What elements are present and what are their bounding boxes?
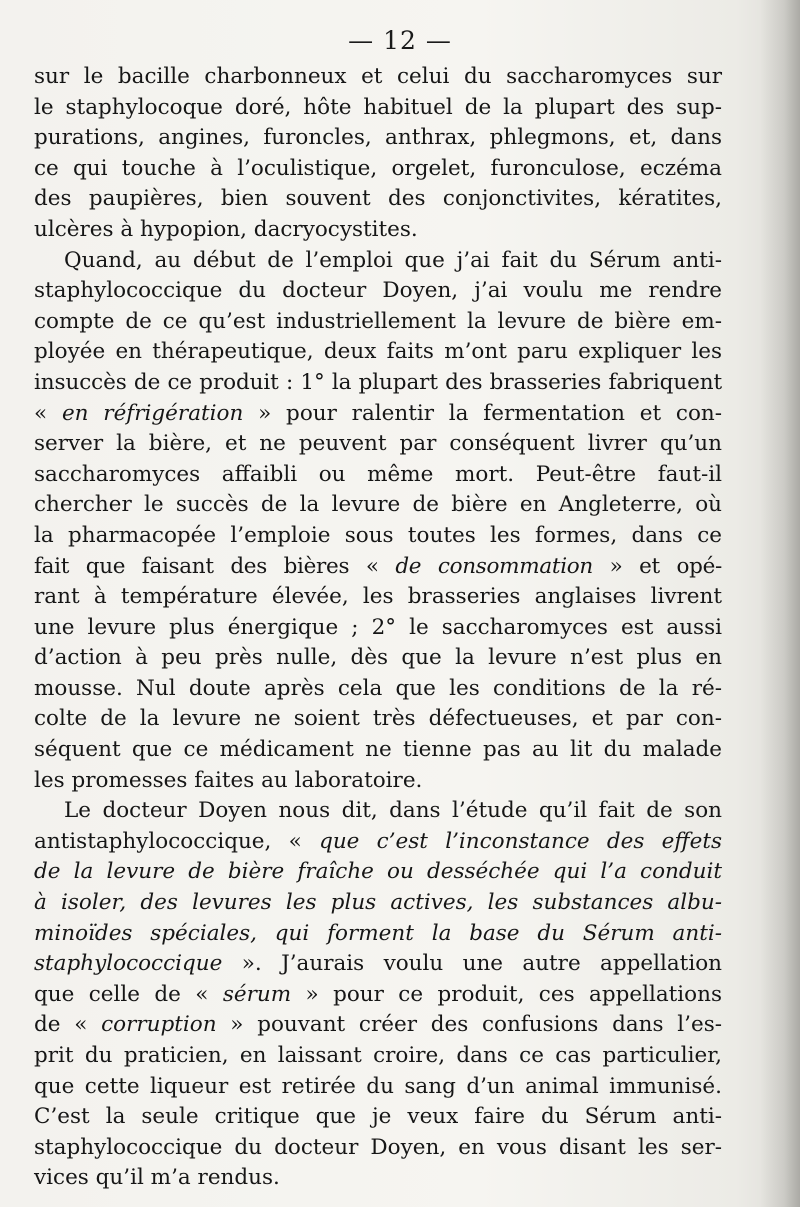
text-run: rant à température élevée, les brasseries anglaises livrent <box>34 584 722 610</box>
italic-text: de consommation <box>395 553 593 579</box>
text-line <box>34 796 722 827</box>
text-run: que cette liqueur est retirée du sang d’un animal immunisé. <box>34 1073 722 1099</box>
text-line <box>34 307 722 338</box>
text-line <box>34 62 722 93</box>
text-run: vices qu’il m’a rendus. <box>34 1165 280 1191</box>
text-line <box>34 582 722 613</box>
text-run: server la bière, et ne peuvent par conséquent livrer qu’un <box>34 431 722 457</box>
text-run: chercher le succès de la levure de bière en Angleterre, où <box>34 492 722 518</box>
text-line <box>34 674 722 705</box>
text-run: insuccès de ce produit : 1° la plupart des brasseries fabriquent <box>34 369 722 395</box>
text-line <box>34 93 722 124</box>
text-line <box>34 949 722 980</box>
text-line <box>34 1072 722 1103</box>
text-line <box>34 857 722 888</box>
text-line <box>34 613 722 644</box>
text-run: fait que faisant des bières « <box>34 553 396 579</box>
italic-text: en réfrigération <box>61 400 244 426</box>
text-line <box>34 552 722 583</box>
text-run: » et opé- <box>592 553 722 579</box>
text-line <box>34 1041 722 1072</box>
text-run: une levure plus énergique ; 2° le saccharomyces est aussi <box>34 614 722 640</box>
text-run: mousse. Nul doute après cela que les conditions de la ré- <box>34 675 722 701</box>
text-line <box>34 919 722 950</box>
body-text <box>34 62 722 1194</box>
text-line <box>34 154 722 185</box>
text-line <box>34 123 722 154</box>
text-run: prit du praticien, en laissant croire, dans ce cas particulier, <box>34 1043 722 1068</box>
text-line <box>34 643 722 674</box>
text-run: séquent que ce médicament ne tienne pas au lit du malade <box>34 737 722 763</box>
text-run: colte de la levure ne soient très défectueuses, et par con- <box>34 706 722 732</box>
italic-text: staphylococcique <box>34 951 223 977</box>
italic-text: sérum <box>222 981 292 1007</box>
text-run: antistaphylococcique, « <box>34 828 320 854</box>
text-run: des paupières, bien souvent des conjonctivites, kératites, <box>34 186 722 212</box>
text-line <box>34 1102 722 1133</box>
text-run: ». J’aurais voulu une autre appellation <box>222 951 722 977</box>
text-line <box>34 215 722 246</box>
text-line <box>34 399 722 430</box>
page-spine-shadow <box>760 0 800 1207</box>
text-line <box>34 888 722 919</box>
text-run: staphylococcique du docteur Doyen, j’ai voulu me rendre <box>34 278 722 304</box>
text-run: » pour ce produit, ces appellations <box>291 981 722 1007</box>
text-line <box>34 704 722 735</box>
text-run: C’est la seule critique que je veux faire du Sérum anti- <box>34 1104 722 1130</box>
text-run: le staphylocoque doré, hôte habituel de la plupart des sup- <box>34 94 722 120</box>
text-line <box>34 276 722 307</box>
text-line <box>34 521 722 552</box>
text-run: de « <box>34 1012 102 1038</box>
text-line <box>34 827 722 858</box>
italic-text: à isoler, des levures les plus actives, les substances albu- <box>34 890 722 916</box>
text-run: les promesses faites au laboratoire. <box>34 767 423 793</box>
italic-text: de la levure de bière fraîche ou desséchée qui l’a conduit <box>34 859 722 885</box>
italic-text: corruption <box>101 1012 217 1038</box>
text-line <box>34 460 722 491</box>
text-run: que celle de « <box>34 981 223 1007</box>
text-run: sur le bacille charbonneux et celui du saccharomyces sur <box>34 64 722 89</box>
text-run: Le docteur Doyen nous dit, dans l’étude qu’il fait de son <box>64 798 722 824</box>
text-line <box>34 490 722 521</box>
text-line <box>34 1133 722 1164</box>
text-run: « <box>34 400 62 426</box>
text-line <box>34 980 722 1011</box>
text-run: la pharmacopée l’emploie sous toutes les formes, dans ce <box>34 522 722 548</box>
text-line <box>34 735 722 766</box>
text-run: ployée en thérapeutique, deux faits m’ont paru expliquer les <box>34 339 722 365</box>
text-run: » pour ralentir la fermentation et con- <box>243 400 722 426</box>
text-run: ulcères à hypopion, dacryocystites. <box>34 216 418 242</box>
text-run: purations, angines, furoncles, anthrax, phlegmons, et, dans <box>34 125 722 151</box>
text-run: » pouvant créer des confusions dans l’es- <box>216 1012 722 1038</box>
text-line <box>34 246 722 277</box>
page-number: — 12 — <box>348 26 452 55</box>
italic-text: minoïdes spéciales, qui forment la base du Sérum anti- <box>34 920 722 946</box>
text-run: Quand, au début de l’emploi que j’ai fait du Sérum anti- <box>64 247 722 273</box>
text-line <box>34 368 722 399</box>
text-run: staphylococcique du docteur Doyen, en vous disant les ser- <box>34 1134 722 1160</box>
text-run: d’action à peu près nulle, dès que la levure n’est plus en <box>34 645 722 671</box>
text-line <box>34 766 722 797</box>
text-run: compte de ce qu’est industriellement la levure de bière em- <box>34 308 722 334</box>
text-run: saccharomyces affaibli ou même mort. Peut-être faut-il <box>34 461 722 487</box>
text-line <box>34 337 722 368</box>
text-line <box>34 1163 722 1194</box>
text-line <box>34 1010 722 1041</box>
text-run: ce qui touche à l’oculistique, orgelet, furonculose, eczéma <box>34 155 722 181</box>
text-line <box>34 429 722 460</box>
italic-text: que c’est l’inconstance des effets <box>319 828 722 854</box>
text-line <box>34 184 722 215</box>
